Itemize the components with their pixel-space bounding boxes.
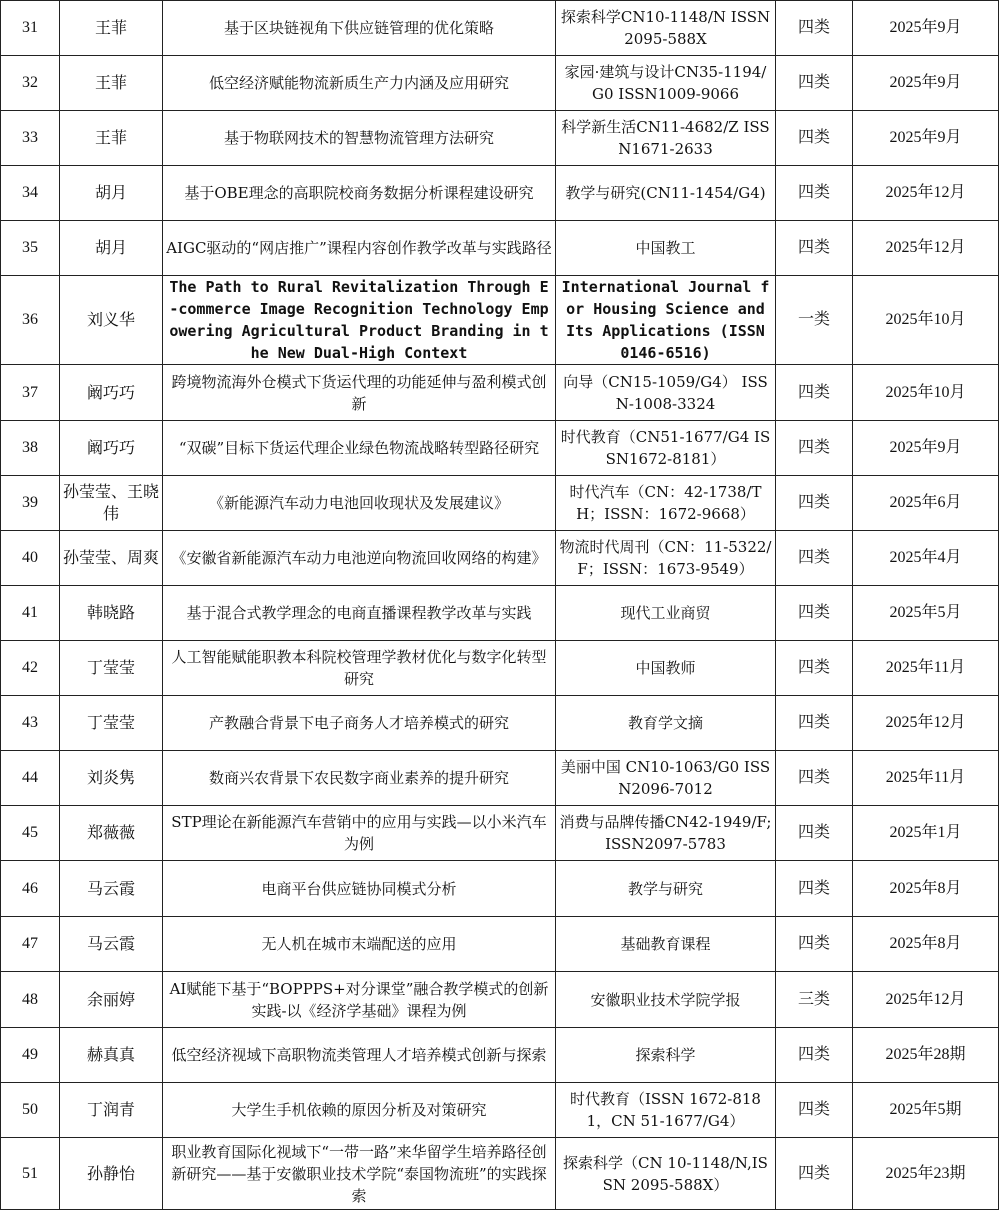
journal-cell: 探索科学CN10-1148/N ISSN2095-588X [556, 1, 776, 56]
table-row [1, 221, 999, 276]
category-cell: 四类 [776, 56, 853, 111]
row-number: 44 [1, 751, 60, 806]
journal-cell: 基础教育课程 [556, 917, 776, 972]
row-number: 38 [1, 421, 60, 476]
date-cell: 2025年5月 [853, 586, 999, 641]
date-cell: 2025年23期 [853, 1138, 999, 1210]
journal-cell: 探索科学（CN 10-1148/N,ISSN 2095-588X） [556, 1138, 776, 1210]
date-cell: 2025年9月 [853, 56, 999, 111]
row-number: 42 [1, 641, 60, 696]
title-cell: 跨境物流海外仓模式下货运代理的功能延伸与盈利模式创新 [163, 365, 556, 421]
date-cell: 2025年12月 [853, 696, 999, 751]
journal-cell: 时代教育（ISSN 1672-8181，CN 51-1677/G4） [556, 1083, 776, 1138]
table-row [1, 586, 999, 641]
journal-cell: 向导（CN15-1059/G4） ISSN-1008-3324 [556, 365, 776, 421]
category-cell: 四类 [776, 421, 853, 476]
author-cell: 丁莹莹 [60, 696, 163, 751]
title-cell: 产教融合背景下电子商务人才培养模式的研究 [163, 696, 556, 751]
author-cell: 丁莹莹 [60, 641, 163, 696]
table-row [1, 696, 999, 751]
table-row [1, 476, 999, 531]
date-cell: 2025年9月 [853, 1, 999, 56]
author-cell: 刘炎隽 [60, 751, 163, 806]
author-cell: 孙静怡 [60, 1138, 163, 1210]
journal-cell: 家园·建筑与设计CN35-1194/G0 ISSN1009-9066 [556, 56, 776, 111]
category-cell: 四类 [776, 696, 853, 751]
author-cell: 马云霞 [60, 917, 163, 972]
date-cell: 2025年12月 [853, 166, 999, 221]
table-row [1, 861, 999, 917]
journal-cell: 教育学文摘 [556, 696, 776, 751]
title-cell: AI赋能下基于“BOPPPS+对分课堂”融合教学模式的创新实践-以《经济学基础》课程为例 [163, 972, 556, 1028]
author-cell: 刘义华 [60, 276, 163, 365]
category-cell: 三类 [776, 972, 853, 1028]
table-row [1, 1, 999, 56]
author-cell: 郑薇薇 [60, 806, 163, 861]
row-number: 34 [1, 166, 60, 221]
date-cell: 2025年6月 [853, 476, 999, 531]
author-cell: 阚巧巧 [60, 365, 163, 421]
author-cell: 余丽婷 [60, 972, 163, 1028]
table-body [1, 1, 999, 1210]
title-cell: 数商兴农背景下农民数字商业素养的提升研究 [163, 751, 556, 806]
row-number: 35 [1, 221, 60, 276]
row-number: 51 [1, 1138, 60, 1210]
category-cell: 四类 [776, 586, 853, 641]
category-cell: 四类 [776, 221, 853, 276]
title-cell: STP理论在新能源汽车营销中的应用与实践—以小米汽车为例 [163, 806, 556, 861]
date-cell: 2025年4月 [853, 531, 999, 586]
date-cell: 2025年5期 [853, 1083, 999, 1138]
journal-cell: 现代工业商贸 [556, 586, 776, 641]
author-cell: 王菲 [60, 56, 163, 111]
row-number: 47 [1, 917, 60, 972]
journal-cell: 教学与研究 [556, 861, 776, 917]
author-cell: 赫真真 [60, 1028, 163, 1083]
title-cell: 基于区块链视角下供应链管理的优化策略 [163, 1, 556, 56]
date-cell: 2025年1月 [853, 806, 999, 861]
title-cell: 基于物联网技术的智慧物流管理方法研究 [163, 111, 556, 166]
row-number: 32 [1, 56, 60, 111]
author-cell: 韩晓路 [60, 586, 163, 641]
journal-cell: International Journal for Housing Science and Its Applications (ISSN 0146-6516) [556, 276, 776, 365]
table-row [1, 1083, 999, 1138]
date-cell: 2025年12月 [853, 972, 999, 1028]
date-cell: 2025年28期 [853, 1028, 999, 1083]
journal-cell: 中国教师 [556, 641, 776, 696]
date-cell: 2025年10月 [853, 276, 999, 365]
title-cell: 基于混合式教学理念的电商直播课程教学改革与实践 [163, 586, 556, 641]
category-cell: 四类 [776, 917, 853, 972]
title-cell: AIGC驱动的“网店推广”课程内容创作教学改革与实践路径 [163, 221, 556, 276]
title-cell: 《安徽省新能源汽车动力电池逆向物流回收网络的构建》 [163, 531, 556, 586]
table-row [1, 365, 999, 421]
date-cell: 2025年10月 [853, 365, 999, 421]
date-cell: 2025年9月 [853, 421, 999, 476]
table-row [1, 421, 999, 476]
table-row [1, 56, 999, 111]
journal-cell: 科学新生活CN11-4682/Z ISSN1671-2633 [556, 111, 776, 166]
author-cell: 马云霞 [60, 861, 163, 917]
row-number: 45 [1, 806, 60, 861]
table-row [1, 1028, 999, 1083]
category-cell: 四类 [776, 111, 853, 166]
journal-cell: 安徽职业技术学院学报 [556, 972, 776, 1028]
table-row [1, 972, 999, 1028]
table-row [1, 111, 999, 166]
date-cell: 2025年11月 [853, 751, 999, 806]
category-cell: 四类 [776, 531, 853, 586]
author-cell: 阚巧巧 [60, 421, 163, 476]
journal-cell: 教学与研究(CN11-1454/G4) [556, 166, 776, 221]
date-cell: 2025年9月 [853, 111, 999, 166]
title-cell: 《新能源汽车动力电池回收现状及发展建议》 [163, 476, 556, 531]
category-cell: 四类 [776, 751, 853, 806]
category-cell: 四类 [776, 365, 853, 421]
category-cell: 一类 [776, 276, 853, 365]
title-cell: 职业教育国际化视域下“一带一路”来华留学生培养路径创新研究——基于安徽职业技术学院“泰国物流班”的实践探索 [163, 1138, 556, 1210]
author-cell: 王菲 [60, 111, 163, 166]
journal-cell: 美丽中国 CN10-1063/G0 ISSN2096-7012 [556, 751, 776, 806]
author-cell: 丁润青 [60, 1083, 163, 1138]
title-cell: The Path to Rural Revitalization Through E-commerce Image Recognition Technology Empowering Agricultural Product Branding in the New Dual-High Context [163, 276, 556, 365]
title-cell: 大学生手机依赖的原因分析及对策研究 [163, 1083, 556, 1138]
row-number: 37 [1, 365, 60, 421]
date-cell: 2025年11月 [853, 641, 999, 696]
row-number: 46 [1, 861, 60, 917]
title-cell: 人工智能赋能职教本科院校管理学教材优化与数字化转型研究 [163, 641, 556, 696]
table-row [1, 1138, 999, 1210]
row-number: 41 [1, 586, 60, 641]
category-cell: 四类 [776, 641, 853, 696]
journal-cell: 消费与品牌传播CN42-1949/F;ISSN2097-5783 [556, 806, 776, 861]
category-cell: 四类 [776, 166, 853, 221]
table-row [1, 751, 999, 806]
journal-cell: 时代教育（CN51-1677/G4 ISSN1672-8181） [556, 421, 776, 476]
category-cell: 四类 [776, 1138, 853, 1210]
title-cell: 无人机在城市末端配送的应用 [163, 917, 556, 972]
journal-cell: 时代汽车（CN：42-1738/TH；ISSN：1672-9668） [556, 476, 776, 531]
category-cell: 四类 [776, 1, 853, 56]
row-number: 39 [1, 476, 60, 531]
author-cell: 王菲 [60, 1, 163, 56]
author-cell: 孙莹莹、王晓伟 [60, 476, 163, 531]
category-cell: 四类 [776, 861, 853, 917]
table-row [1, 531, 999, 586]
row-number: 36 [1, 276, 60, 365]
category-cell: 四类 [776, 806, 853, 861]
title-cell: 低空经济视域下高职物流类管理人才培养模式创新与探索 [163, 1028, 556, 1083]
table-row [1, 641, 999, 696]
title-cell: 低空经济赋能物流新质生产力内涵及应用研究 [163, 56, 556, 111]
table-row [1, 166, 999, 221]
table-row [1, 917, 999, 972]
journal-cell: 中国教工 [556, 221, 776, 276]
title-cell: 电商平台供应链协同模式分析 [163, 861, 556, 917]
row-number: 43 [1, 696, 60, 751]
row-number: 40 [1, 531, 60, 586]
table-row [1, 276, 999, 365]
title-cell: “双碳”目标下货运代理企业绿色物流战略转型路径研究 [163, 421, 556, 476]
row-number: 31 [1, 1, 60, 56]
title-cell: 基于OBE理念的高职院校商务数据分析课程建设研究 [163, 166, 556, 221]
category-cell: 四类 [776, 1083, 853, 1138]
date-cell: 2025年8月 [853, 861, 999, 917]
date-cell: 2025年8月 [853, 917, 999, 972]
author-cell: 胡月 [60, 166, 163, 221]
row-number: 50 [1, 1083, 60, 1138]
journal-cell: 探索科学 [556, 1028, 776, 1083]
row-number: 49 [1, 1028, 60, 1083]
journal-cell: 物流时代周刊（CN：11-5322/F；ISSN：1673-9549） [556, 531, 776, 586]
category-cell: 四类 [776, 476, 853, 531]
author-cell: 孙莹莹、周爽 [60, 531, 163, 586]
author-cell: 胡月 [60, 221, 163, 276]
table-row [1, 806, 999, 861]
row-number: 33 [1, 111, 60, 166]
date-cell: 2025年12月 [853, 221, 999, 276]
row-number: 48 [1, 972, 60, 1028]
category-cell: 四类 [776, 1028, 853, 1083]
